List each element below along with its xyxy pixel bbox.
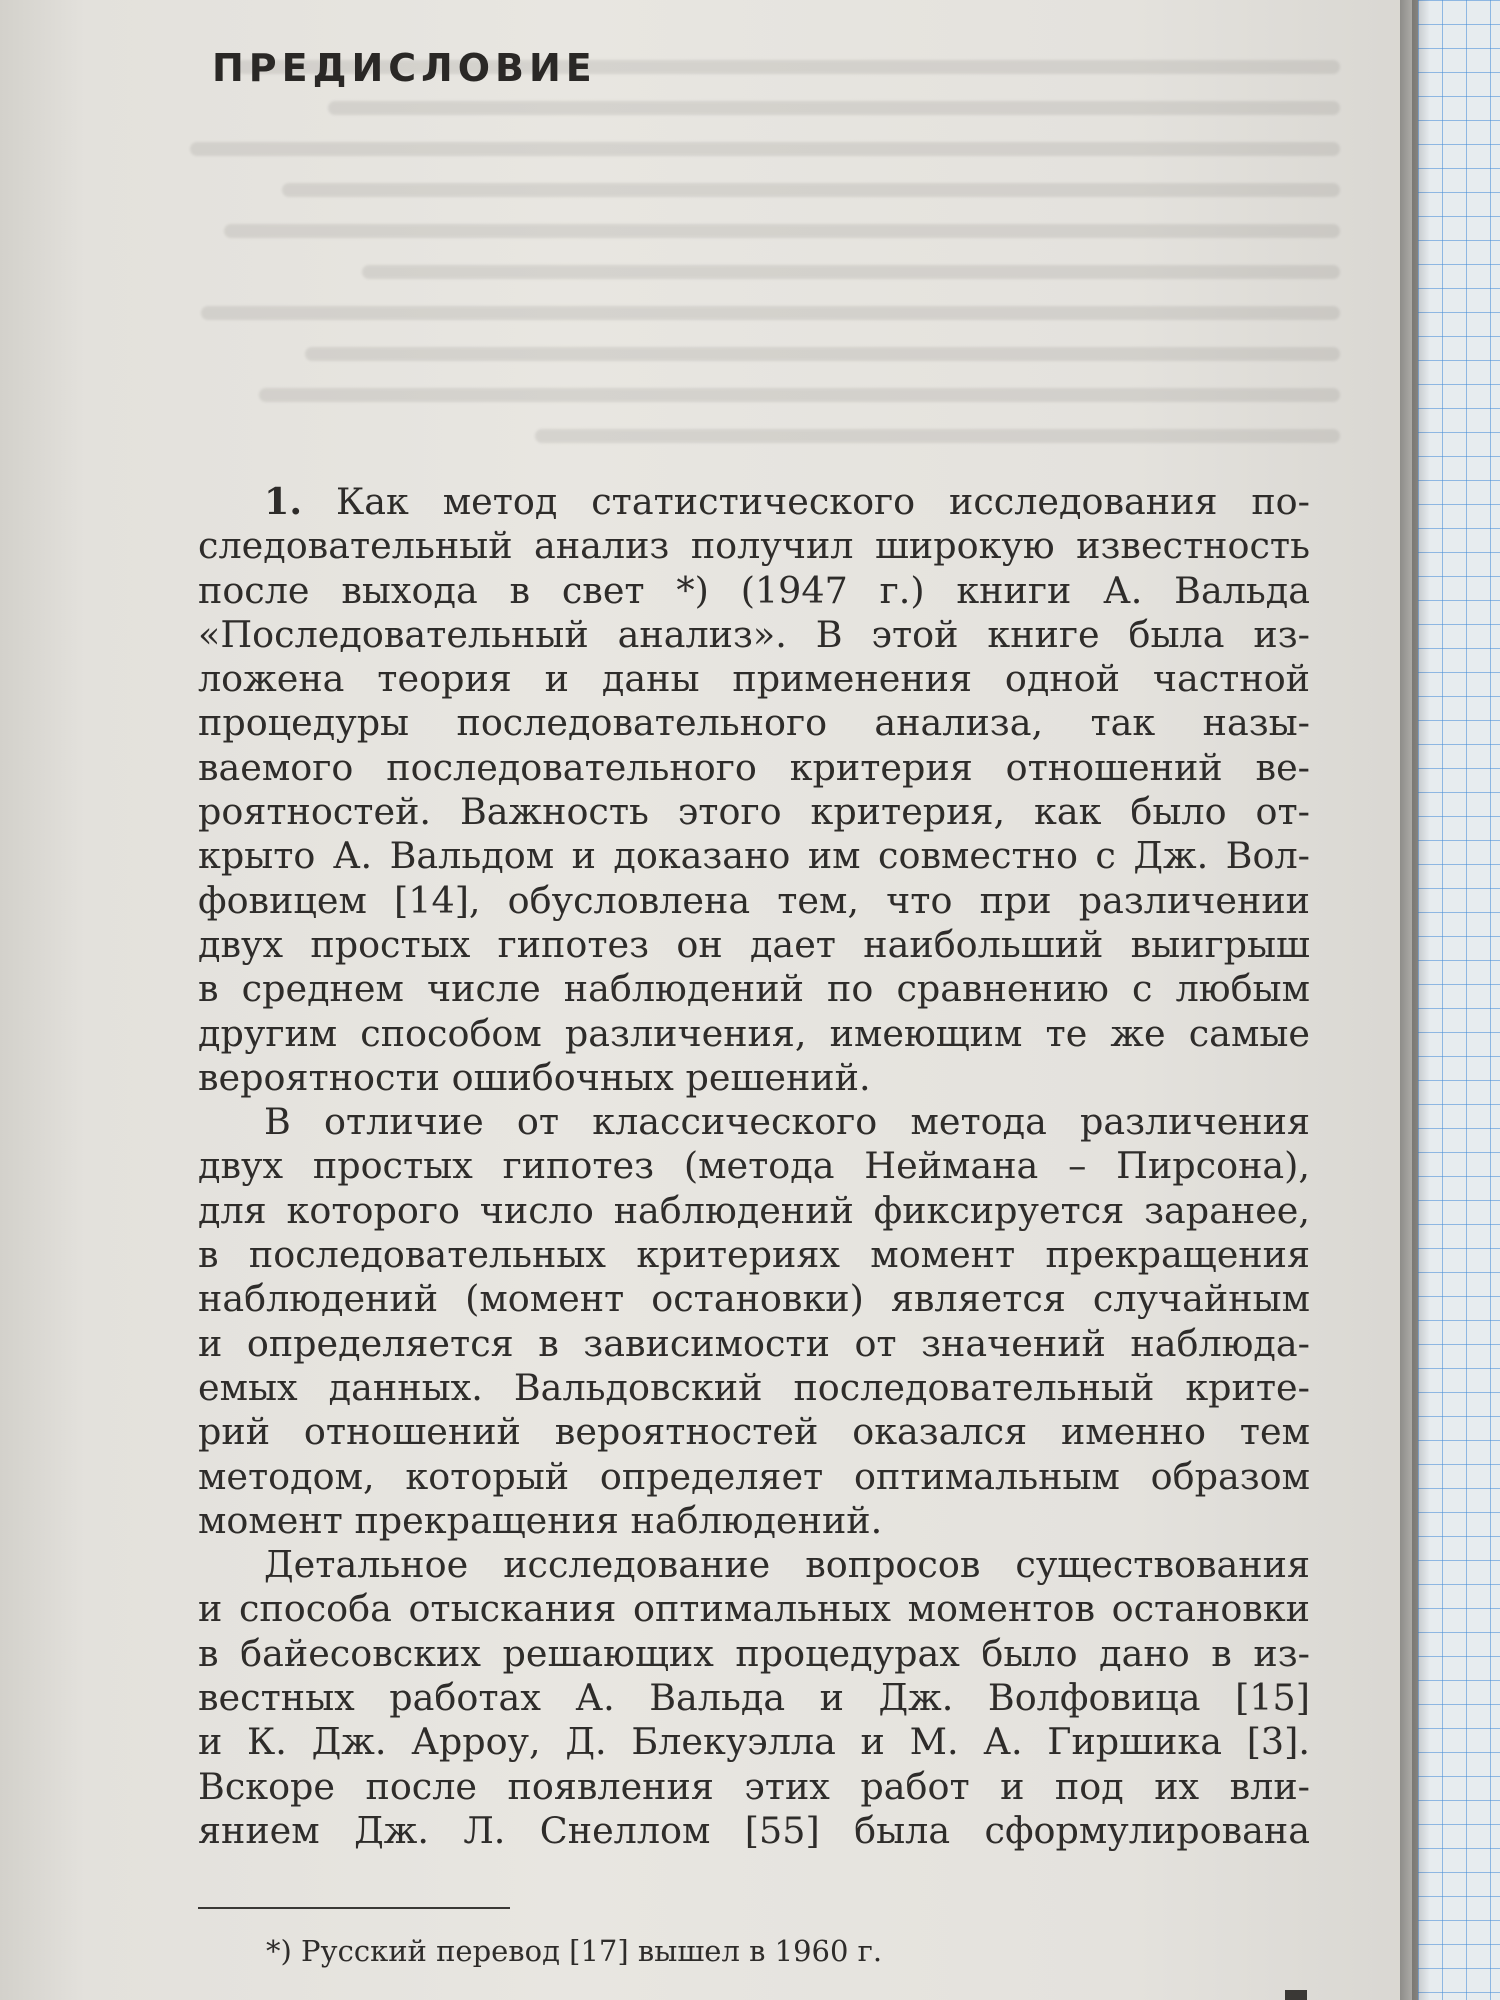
text-line: Детальное исследование вопросов существования: [264, 1543, 1310, 1587]
text-line: в байесовских решающих процедурах было дано в из-: [198, 1631, 1310, 1675]
text-line: двух простых гипотез (метода Неймана – Пирсона),: [198, 1144, 1310, 1188]
text-line: и К. Дж. Арроу, Д. Блекуэлла и М. А. Гиршика [3].: [198, 1720, 1310, 1764]
text-line: другим способом различения, имеющим те же самые: [198, 1011, 1310, 1055]
text-line: момент прекращения наблюдений.: [198, 1498, 883, 1542]
graph-paper-background: [1418, 0, 1500, 2000]
text-line: для которого число наблюдений фиксируется заранее,: [198, 1188, 1310, 1232]
text-line: в среднем числе наблюдений по сравнению с любым: [198, 967, 1310, 1011]
text-line: вестных работах А. Вальда и Дж. Волфовица [15]: [198, 1676, 1310, 1720]
paragraph-number: 1.: [264, 480, 303, 523]
body-text: [198, 480, 1310, 1853]
footnote-divider: [198, 1907, 510, 1909]
page-edge-shadow: [1400, 0, 1430, 2000]
text-line: и определяется в зависимости от значений наблюда-: [198, 1321, 1310, 1365]
show-through-text: [190, 60, 1340, 480]
text-line: фовицем [14], обусловлена тем, что при различении: [198, 878, 1310, 922]
text-line: ваемого последовательного критерия отношений ве-: [198, 745, 1310, 789]
text-line: 1. Как метод статистического исследования по-: [264, 480, 1310, 523]
text-line: в последовательных критериях момент прекращения: [198, 1233, 1310, 1277]
text-line: янием Дж. Л. Снеллом [55] была сформулирована: [198, 1808, 1310, 1852]
text-line: В отличие от классического метода различения: [264, 1100, 1310, 1144]
page-heading: ПРЕДИСЛОВИЕ: [212, 46, 597, 90]
text-line: роятностей. Важность этого критерия, как было от-: [198, 790, 1310, 834]
text-line: двух простых гипотез он дает наибольший выигрыш: [198, 922, 1310, 966]
text-line: вероятности ошибочных решений.: [198, 1055, 871, 1099]
footnote: *) Русский перевод [17] вышел в 1960 г.: [266, 1934, 883, 1968]
text-line: крыто А. Вальдом и доказано им совместно с Дж. Вол-: [198, 834, 1310, 878]
text-line: рий отношений вероятностей оказался именно тем: [198, 1410, 1310, 1454]
page-corner-mark: [1285, 1990, 1307, 2000]
text-line: методом, который определяет оптимальным образом: [198, 1454, 1310, 1498]
text-line: и способа отыскания оптимальных моментов остановки: [198, 1587, 1310, 1631]
text-line: процедуры последовательного анализа, так назы-: [198, 701, 1310, 745]
text-line: следовательный анализ получил широкую известность: [198, 524, 1310, 568]
text-line: емых данных. Вальдовский последовательный крите-: [198, 1365, 1310, 1409]
text-line: после выхода в свет *) (1947 г.) книги А. Вальда: [198, 568, 1310, 612]
text-line: ложена теория и даны применения одной частной: [198, 657, 1310, 701]
text-line: Вскоре после появления этих работ и под их вли-: [198, 1764, 1310, 1808]
text-line: «Последовательный анализ». В этой книге была из-: [198, 612, 1310, 656]
text-line: наблюдений (момент остановки) является случайным: [198, 1277, 1310, 1321]
